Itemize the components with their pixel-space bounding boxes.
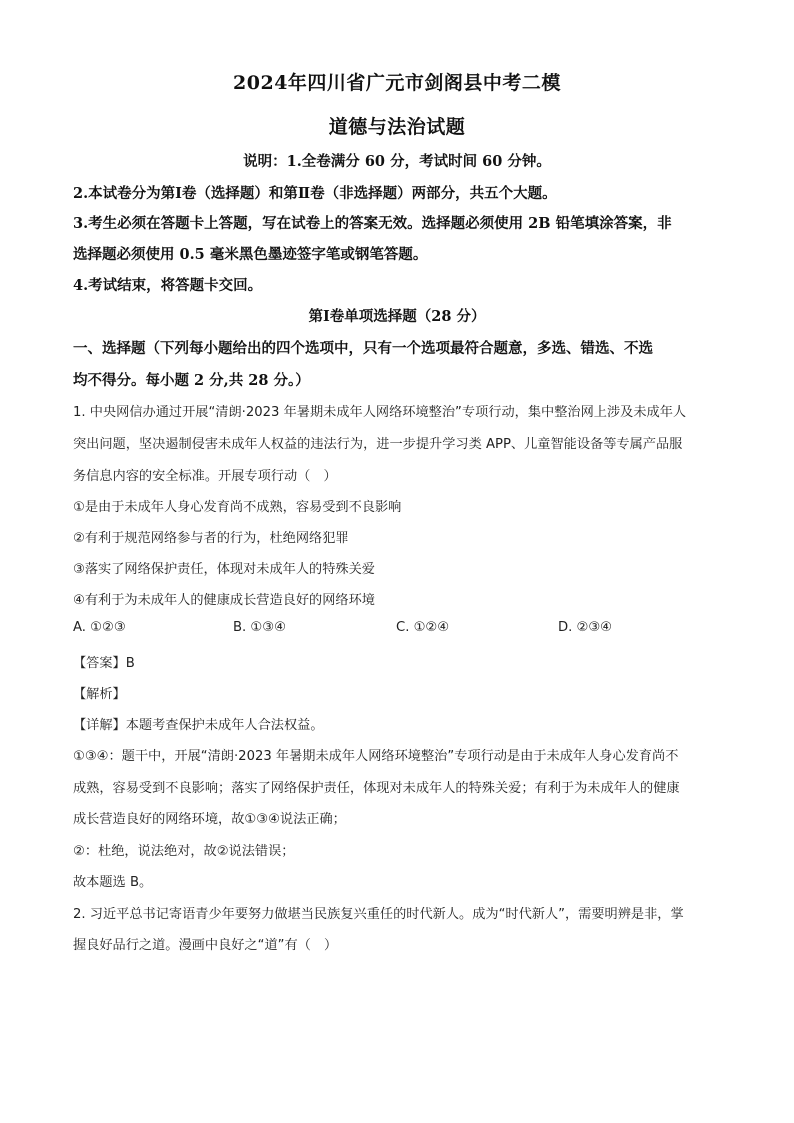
exam-subtitle: 道德与法治试题 — [328, 116, 466, 138]
q1-detail — [73, 714, 723, 733]
q1-stem-line-1: 1. 中央网信办通过开展“清朗·2023 年暑期未成年人网络环境整治”专项行动，集中整治网上涉及未成年人 — [73, 405, 687, 420]
q1-analysis-label: 【解析】 — [73, 687, 126, 702]
q1-option-d: D. ②③④ — [558, 620, 613, 635]
q1-answer — [73, 652, 723, 671]
detail-label: 【详解】 — [73, 718, 126, 733]
section-heading: 第Ⅰ卷单项选择题（28 分） — [308, 308, 486, 325]
q1-option-b: B. ①③④ — [233, 620, 286, 635]
q1-option-c: C. ①②④ — [396, 620, 450, 635]
instruction-line-1: 说明：1.全卷满分 60 分，考试时间 60 分钟。 — [243, 153, 551, 170]
q2-stem-line-1: 2. 习近平总书记寄语青少年要努力做堪当民族复兴重任的时代新人。成为“时代新人”，需要明辨是非，掌 — [73, 907, 684, 922]
q1-explain-line-4: ②：杜绝，说法绝对，故②说法错误； — [73, 844, 295, 859]
q1-item-3: ③落实了网络保护责任，体现对未成年人的特殊关爱 — [73, 562, 375, 577]
q1-explain-line-1: ①③④：题干中，开展“清朗·2023 年暑期未成年人网络环境整治”专项行动是由于未成年人身心发育尚不 — [73, 749, 679, 764]
answer-label: 【答案】 — [73, 656, 126, 671]
instruction-line-3a: 3.考生必须在答题卡上答题，写在试卷上的答案无效。选择题必须使用 2B 铅笔填涂答案，非 — [73, 215, 672, 232]
q1-stem-line-2: 突出问题，坚决遏制侵害未成年人权益的违法行为，进一步提升学习类 APP、儿童智能设备等专属产品服 — [73, 437, 683, 452]
q1-item-2: ②有利于规范网络参与者的行为，杜绝网络犯罪 — [73, 531, 349, 546]
q1-stem-line-3: 务信息内容的安全标准。开展专项行动（ ） — [73, 469, 337, 484]
answer-value: B — [125, 656, 135, 671]
q1-conclusion: 故本题选 B。 — [73, 875, 153, 890]
q1-explain-line-3: 成长营造良好的网络环境，故①③④说法正确； — [73, 812, 346, 827]
q1-explain-line-2: 成熟，容易受到不良影响；落实了网络保护责任，体现对未成年人的特殊关爱；有利于为未成年人的健康 — [73, 781, 680, 796]
exam-title: 2024年四川省广元市剑阁县中考二模 — [233, 72, 561, 94]
section-instructions-b: 均不得分。每小题 2 分,共 28 分。） — [73, 372, 310, 389]
q1-option-a: A. ①②③ — [73, 620, 126, 635]
q1-item-1: ①是由于未成年人身心发育尚不成熟，容易受到不良影响 — [73, 500, 402, 515]
instruction-line-2: 2.本试卷分为第Ⅰ卷（选择题）和第Ⅱ卷（非选择题）两部分，共五个大题。 — [73, 185, 557, 202]
detail-text: 本题考查保护未成年人合法权益。 — [125, 718, 324, 733]
instruction-line-4: 4.考试结束，将答题卡交回。 — [73, 277, 263, 294]
q1-item-4: ④有利于为未成年人的健康成长营造良好的网络环境 — [73, 593, 375, 608]
instruction-line-3b: 选择题必须使用 0.5 毫米黑色墨迹签字笔或钢笔答题。 — [73, 246, 428, 263]
q2-stem-line-2: 握良好品行之道。漫画中良好之“道”有（ ） — [73, 938, 338, 953]
section-instructions-a: 一、选择题（下列每小题给出的四个选项中，只有一个选项最符合题意，多选、错选、不选 — [73, 340, 653, 357]
